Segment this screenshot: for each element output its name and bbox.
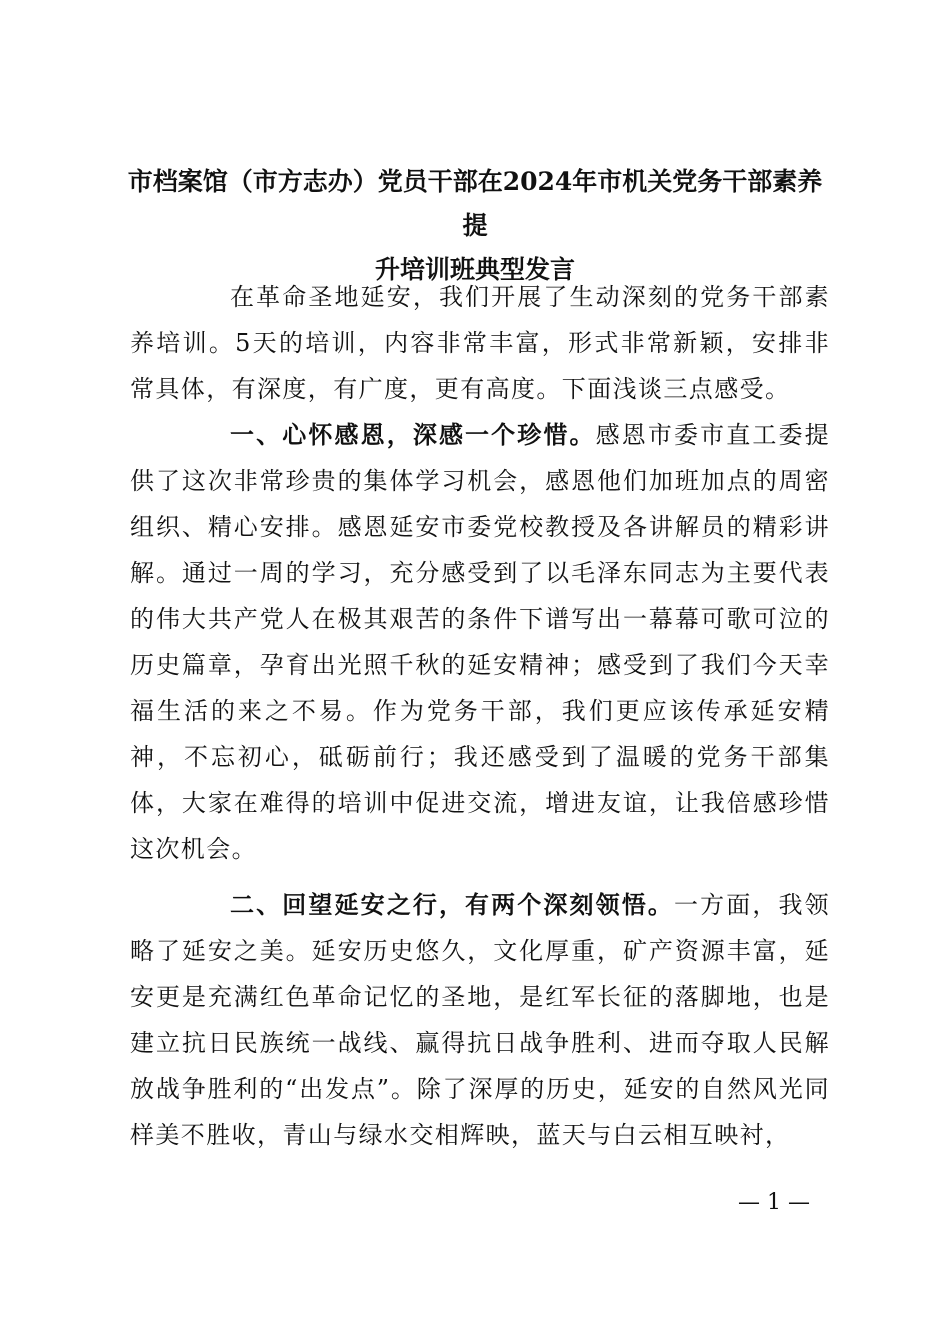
section-2-heading: 二、回望延安之行，有两个深刻领悟。 xyxy=(230,891,674,919)
section-2-paragraph xyxy=(130,882,830,1158)
document-body xyxy=(130,274,830,1158)
section-2-text: 一方面，我领略了延安之美。延安历史悠久，文化厚重，矿产资源丰富，延安更是充满红色革命记忆的圣地，是红军长征的落脚地，也是建立抗日民族统一战线、赢得抗日战争胜利、进而夺取人民解放战争胜利的“出发点”。除了深厚的历史，延安的自然风光同样美不胜收，青山与绿水交相辉映，蓝天与白云相互映衬， xyxy=(130,891,830,1149)
page-number: — 1 — xyxy=(738,1190,810,1215)
section-1-paragraph xyxy=(130,412,830,872)
section-1-text: 感恩市委市直工委提供了这次非常珍贵的集体学习机会，感恩他们加班加点的周密组织、精心安排。感恩延安市委党校教授及各讲解员的精彩讲解。通过一周的学习，充分感受到了以毛泽东同志为主要代表的伟大共产党人在极其艰苦的条件下谱写出一幕幕可歌可泣的历史篇章，孕育出光照千秋的延安精神；感受到了我们今天幸福生活的来之不易。作为党务干部，我们更应该传承延安精神，不忘初心，砥砺前行；我还感受到了温暖的党务干部集体，大家在难得的培训中促进交流，增进友谊，让我倍感珍惜这次机会。 xyxy=(130,421,830,863)
section-1-heading: 一、心怀感恩，深感一个珍惜。 xyxy=(230,421,596,449)
document-title xyxy=(120,160,830,292)
title-line-2: 升培训班典型发言 xyxy=(374,255,575,284)
intro-paragraph: 在革命圣地延安，我们开展了生动深刻的党务干部素养培训。5天的培训，内容非常丰富，形式非常新颖，安排非常具体，有深度，有广度，更有高度。下面浅谈三点感受。 xyxy=(130,283,830,403)
title-line-1: 市档案馆（市方志办）党员干部在2024年市机关党务干部素养提 xyxy=(127,167,823,240)
